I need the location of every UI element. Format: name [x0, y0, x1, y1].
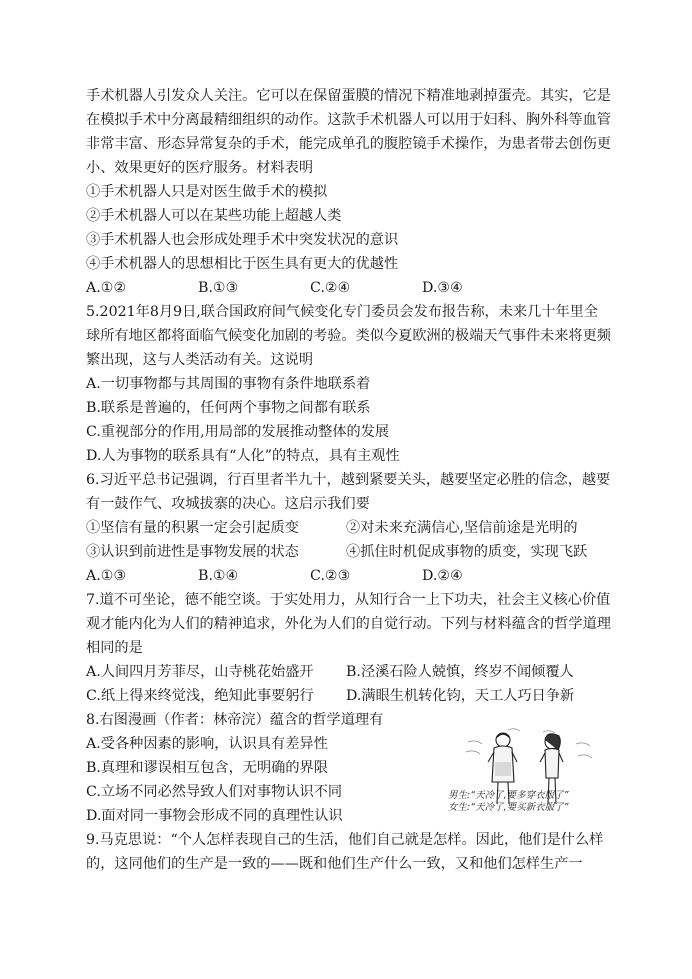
q8-stem: 8.右图漫画（作者：林帝浣）蕴含的哲学道理有: [86, 712, 384, 728]
q6-item-3: ③认识到前进性是事物发展的状态: [86, 544, 299, 560]
q7-options-row: [86, 660, 606, 684]
cartoon-caption: [448, 790, 618, 814]
q6-stem: 6.习近平总书记强调，行百里者半九十，越到紧要关头，越要坚定必胜的信念，越要: [86, 472, 611, 488]
option-c: C.②③: [310, 568, 351, 584]
q8-option-d: D.面对同一事物会形成不同的真理性认识: [86, 808, 343, 824]
option-b: B.①④: [198, 568, 239, 584]
q8-option-b: B.真理和谬误相互包含，无明确的界限: [86, 760, 328, 776]
q5-option-b: B.联系是普遍的，任何两个事物之间都有联系: [86, 400, 371, 416]
q7-option-d: D.满眼生机转化钧，天工人巧日争新: [346, 688, 575, 704]
q5-option-a: A.一切事物都与其周围的事物有条件地联系着: [86, 376, 371, 392]
text-line: 在模拟手术中分离最精细组织的动作。这款手术机器人可以用于妇科、胸外科等血管: [86, 112, 611, 128]
q7-stem: 7.道不可坐论，德不能空谈。于实处用力，从知行合一上下功夫，社会主义核心价值: [86, 592, 611, 608]
q7-option-b: B.泾溪石险人兢慎，终岁不闻倾覆人: [346, 664, 574, 680]
option-d: D.③④: [422, 280, 463, 296]
q5-stem: 球所有地区都将面临气候变化加剧的考验。类似今夏欧洲的极端天气事件未来将更频: [86, 328, 611, 344]
statement-4: ④手术机器人的思想相比于医生具有更大的优越性: [86, 256, 399, 272]
text-line: 小、效果更好的医疗服务。材料表明: [86, 160, 314, 176]
q7-stem: 观才能内化为人们的精神追求，外化为人们的自觉行动。下列与材料蕴含的哲学道理: [86, 616, 611, 632]
option-d: D.②④: [422, 568, 463, 584]
q4-options: [86, 276, 606, 300]
statement-3: ③手术机器人也会形成处理手术中突发状况的意识: [86, 232, 399, 248]
q6-item-1: ①坚信有量的积累一定会引起质变: [86, 520, 299, 536]
q6-item-4: ④抓住时机促成事物的质变，实现飞跃: [346, 544, 588, 560]
q5-option-d: D.人为事物的联系具有“人化”的特点，具有主观性: [86, 448, 400, 464]
text-line: 非常丰富、形态异常复杂的手术，能完成单孔的腹腔镜手术操作，为患者带去创伤更: [86, 136, 611, 152]
q5-option-c: C.重视部分的作用,用局部的发展推动整体的发展: [86, 424, 390, 440]
q8-option-c: C.立场不同必然导致人们对事物认识不同: [86, 784, 343, 800]
cold-wind-lines: [466, 729, 592, 758]
q5-stem: 5.2021年8月9日,联合国政府间气候变化专门委员会发布报告称，未来几十年里全: [86, 304, 599, 320]
caption-boy: 男生:“天冷了,要多穿衣服了”: [448, 790, 569, 801]
q6-options: [86, 564, 606, 588]
q9-stem: 9.马克思说：“个人怎样表现自己的生活，他们自己就是怎样。因此，他们是什么样: [86, 832, 604, 848]
q7-option-a: A.人间四月芳菲尽，山寺桃花始盛开: [86, 664, 314, 680]
q6-items-row: [86, 516, 606, 540]
q7-options-row: [86, 684, 606, 708]
q8-option-a: A.受各种因素的影响，认识具有差异性: [86, 736, 328, 752]
q6-stem: 有一鼓作气、攻城拔寨的决心。这启示我们要: [86, 496, 370, 512]
q7-stem: 相同的是: [86, 640, 143, 656]
q6-item-2: ②对未来充满信心,坚信前途是光明的: [346, 520, 578, 536]
option-c: C.②④: [310, 280, 351, 296]
caption-girl: 女生:“天冷了,要买新衣服了”: [448, 802, 569, 813]
q7-option-c: C.纸上得来终觉浅，绝知此事要躬行: [86, 688, 314, 704]
statement-2: ②手术机器人可以在某些功能上超越人类: [86, 208, 342, 224]
option-b: B.①③: [198, 280, 239, 296]
statement-1: ①手术机器人只是对医生做手术的模拟: [86, 184, 328, 200]
option-a: A.①③: [86, 568, 127, 584]
q5-stem: 繁出现，这与人类活动有关。这说明: [86, 352, 314, 368]
text-line: 手术机器人引发众人关注。它可以在保留蛋膜的情况下精准地剥掉蛋壳。其实，它是: [86, 88, 611, 104]
q9-stem: 的，这同他们的生产是一致的——既和他们生产什么一致，又和他们怎样生产一: [86, 856, 583, 872]
q6-items-row: [86, 540, 606, 564]
option-a: A.①②: [86, 280, 127, 296]
